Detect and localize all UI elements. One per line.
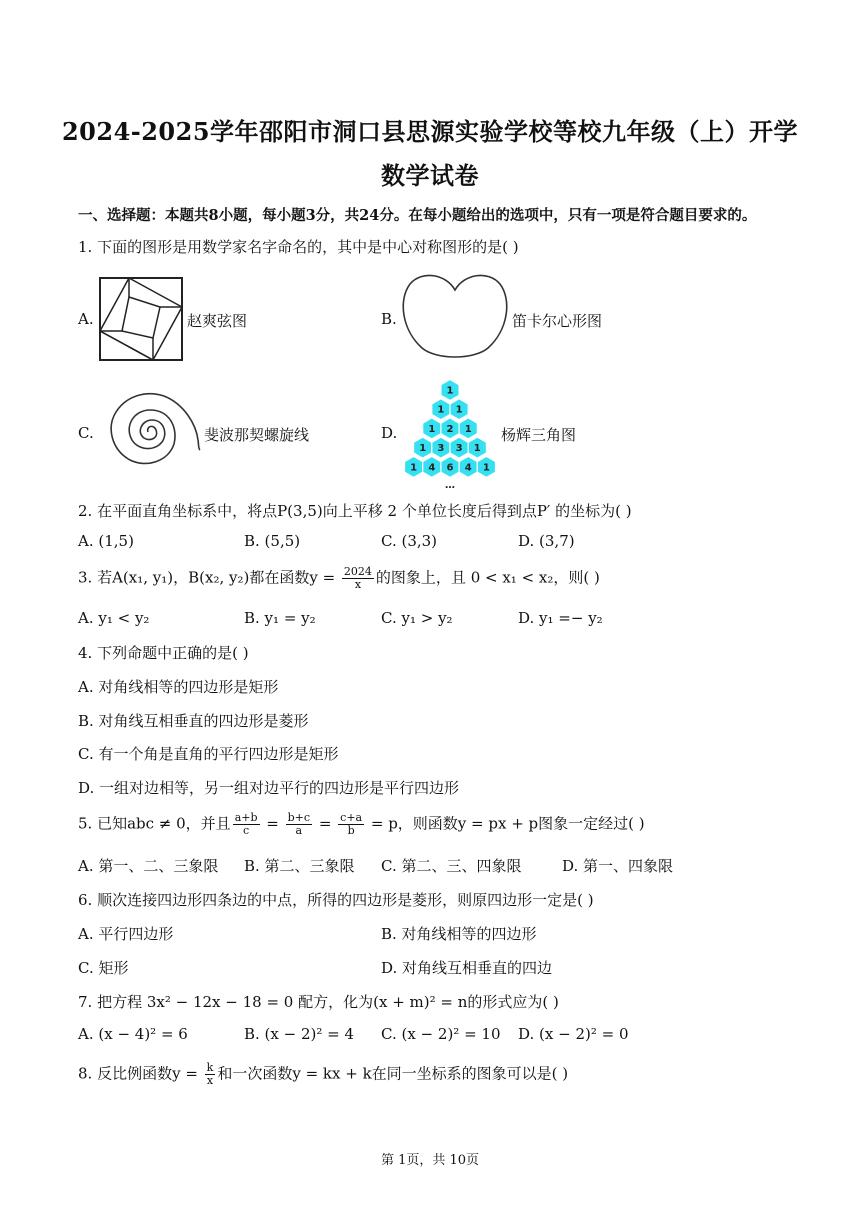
pascal-number: 1 xyxy=(446,385,454,397)
yang-hui-triangle-diagram xyxy=(398,378,502,492)
q2-stem: 2. 在平面直角坐标系中，将点P(3,5)向上平移 2 个单位长度后得到点P′ 的坐标为( ) xyxy=(78,502,632,520)
q2-option-a: A. (1,5) xyxy=(78,532,134,550)
exam-title-line1: 2024-2025学年邵阳市洞口县思源实验学校等校九年级（上）开学 xyxy=(61,117,799,146)
q1-option-a-letter: A. xyxy=(78,310,94,328)
q7-stem: 7. 把方程 3x² − 12x − 18 = 0 配方，化为(x + m)² = n的形式应为( ) xyxy=(78,993,559,1011)
q3-fraction xyxy=(342,566,374,591)
pascal-number: 4 xyxy=(464,462,472,474)
q3-stem-pre: 3. 若A(x₁, y₁)，B(x₂, y₂)都在函数y = xyxy=(78,568,340,587)
q6-option-d: D. 对角线互相垂直的四边 xyxy=(381,959,553,977)
q1-option-b-label: 笛卡尔心形图 xyxy=(512,312,603,330)
q6-option-b: B. 对角线相等的四边形 xyxy=(381,925,537,943)
q4-stem: 4. 下列命题中正确的是( ) xyxy=(78,644,249,662)
q7-option-c: C. (x − 2)² = 10 xyxy=(381,1025,501,1043)
q5-option-d: D. 第一、四象限 xyxy=(562,857,674,875)
q3-option-a: A. y₁ < y₂ xyxy=(78,609,150,627)
pascal-number: 2 xyxy=(446,423,454,435)
q3-option-b: B. y₁ = y₂ xyxy=(244,609,316,627)
q2-option-c: C. (3,3) xyxy=(381,532,438,550)
q5-f1-num: a+b xyxy=(234,811,258,824)
pascal-number: 1 xyxy=(419,443,427,455)
q6-option-c: C. 矩形 xyxy=(78,959,129,977)
q5-f1-den: c xyxy=(243,824,250,837)
q7-option-d: D. (x − 2)² = 0 xyxy=(518,1025,629,1043)
pascal-number: 6 xyxy=(446,462,454,474)
q3-stem-post: 的图象上，且 0 < x₁ < x₂，则( ) xyxy=(375,568,600,587)
zhao-shuang-diagram xyxy=(99,277,183,361)
q3-frac-den: x xyxy=(354,578,362,591)
q5-option-c: C. 第二、三、四象限 xyxy=(381,857,522,875)
q4-option-c: C. 有一个角是直角的平行四边形是矩形 xyxy=(78,745,339,763)
pascal-number: 1 xyxy=(473,443,481,455)
q5-stem-post: = p，则函数y = px + p图象一定经过( ) xyxy=(366,814,645,833)
q1-stem: 1. 下面的图形是用数学家名字命名的，其中是中心对称图形的是( ) xyxy=(78,238,519,256)
q5-f2-num: b+c xyxy=(287,811,311,824)
q8-stem-pre: 8. 反比例函数y = xyxy=(78,1064,203,1083)
pascal-number: 4 xyxy=(428,462,436,474)
fibonacci-spiral-diagram xyxy=(96,384,206,484)
q1-option-c-label: 斐波那契螺旋线 xyxy=(204,426,310,444)
q6-option-a: A. 平行四边形 xyxy=(78,925,174,943)
q7-option-a: A. (x − 4)² = 6 xyxy=(78,1025,188,1043)
q1-option-c-letter: C. xyxy=(78,424,94,442)
pascal-number: 1 xyxy=(482,462,490,474)
q8-frac-den: x xyxy=(206,1074,214,1087)
q2-option-b: B. (5,5) xyxy=(244,532,301,550)
q4-option-a: A. 对角线相等的四边形是矩形 xyxy=(78,678,279,696)
q5-f3-den: b xyxy=(347,824,355,837)
q1-option-d-letter: D. xyxy=(381,424,398,442)
page-footer: 第 1页，共 10页 xyxy=(380,1153,480,1168)
q6-stem: 6. 顺次连接四边形四条边的中点，所得的四边形是菱形，则原四边形一定是( ) xyxy=(78,891,594,909)
cardioid-diagram xyxy=(400,270,510,365)
q2-option-d: D. (3,7) xyxy=(518,532,575,550)
q8-fraction xyxy=(205,1062,216,1087)
q5-f3-num: c+a xyxy=(340,811,363,824)
q3-option-c: C. y₁ > y₂ xyxy=(381,609,453,627)
q3-frac-num: 2024 xyxy=(343,565,372,578)
q8-frac-num: k xyxy=(206,1061,214,1074)
q5-stem: 5. 已知abc ≠ 0，并且 $\frac{a+b}{c}$ = $\frac{b+c}{a}$ = $\frac{c+a}{b}$ = p，则函数y = px + p图象一定经过( ) xyxy=(78,811,645,837)
q8-stem-post: 和一次函数y = kx + k在同一坐标系的图象可以是( ) xyxy=(217,1064,569,1083)
q1-option-a-label: 赵爽弦图 xyxy=(187,312,248,330)
q1-option-d-label: 杨辉三角图 xyxy=(501,426,577,444)
q3-stem xyxy=(78,566,600,591)
q5-fraction-1 xyxy=(233,812,260,837)
pascal-number: 3 xyxy=(437,443,445,455)
q7-option-b: B. (x − 2)² = 4 xyxy=(244,1025,355,1043)
q1-option-b-letter: B. xyxy=(381,310,397,328)
q5-fraction-2 xyxy=(286,812,312,837)
section-heading: 一、选择题：本题共8小题，每小题3分，共24分。在每小题给出的选项中，只有一项是符合题目要求的。 xyxy=(78,207,757,224)
q5-f2-den: a xyxy=(295,824,303,837)
pascal-number: 1 xyxy=(455,404,463,416)
q5-option-b: B. 第二、三象限 xyxy=(244,857,355,875)
pascal-number: 1 xyxy=(428,423,436,435)
pascal-ellipsis: … xyxy=(445,480,455,492)
q5-stem-pre: 5. 已知abc ≠ 0，并且 xyxy=(78,814,231,833)
q8-stem xyxy=(78,1062,568,1087)
q5-option-a: A. 第一、二、三象限 xyxy=(78,857,219,875)
exam-title-line2: 数学试卷 xyxy=(381,161,479,190)
pascal-number: 1 xyxy=(437,404,445,416)
pascal-number: 1 xyxy=(464,423,472,435)
q3-option-d: D. y₁ =− y₂ xyxy=(518,609,603,627)
q4-option-b: B. 对角线互相垂直的四边形是菱形 xyxy=(78,712,309,730)
q4-option-d: D. 一组对边相等，另一组对边平行的四边形是平行四边形 xyxy=(78,779,460,797)
q5-fraction-3 xyxy=(338,812,364,837)
pascal-number: 3 xyxy=(455,443,463,455)
pascal-number: 1 xyxy=(410,462,418,474)
